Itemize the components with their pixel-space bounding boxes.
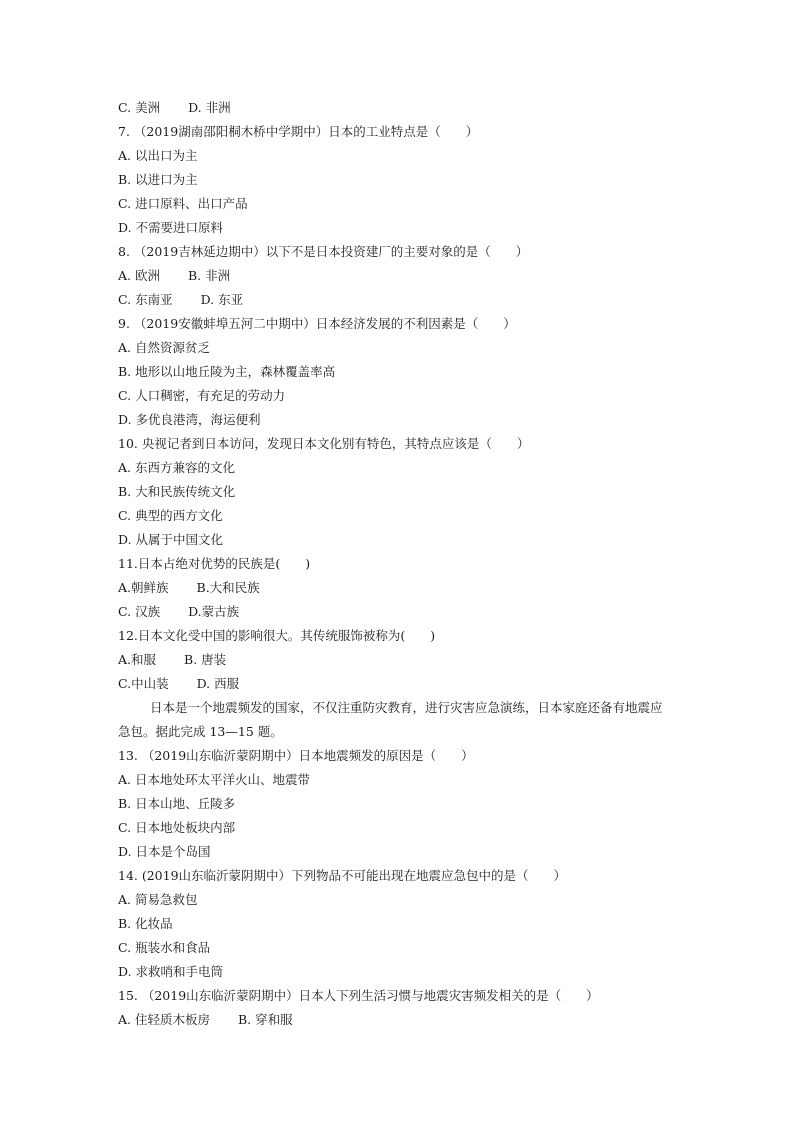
options-line [118,676,239,692]
option-d: D. 非洲 [188,100,231,115]
passage-paragraph: 日本是一个地震频发的国家，不仅注重防灾教育，进行灾害应急演练，日本家庭还备有地震应 [150,700,663,715]
option-a: A. 住轻质木板房 [118,1012,210,1027]
question-15: 15. （2019山东临沂蒙阴期中）日本人下列生活习惯与地震灾害频发相关的是（ ） [118,988,599,1003]
option-d: D. 多优良港湾，海运便利 [118,412,261,427]
option-b: B.大和民族 [196,580,260,595]
question-9: 9. （2019安徽蚌埠五河二中期中）日本经济发展的不利因素是（ ） [118,316,516,331]
option-a: A.朝鲜族 [118,580,169,595]
option-b: B. 唐装 [184,652,227,667]
question-12: 12.日本文化受中国的影响很大。其传统服饰被称为( ) [118,628,436,643]
question-10: 10. 央视记者到日本访问，发现日本文化别有特色，其特点应该是（ ） [118,436,530,451]
option-d: D. 西服 [196,676,240,691]
option-b: B. 地形以山地丘陵为主，森林覆盖率高 [118,364,336,379]
option-c: C. 进口原料、出口产品 [118,196,248,211]
option-a: A. 自然资源贫乏 [118,340,210,355]
option-b: B. 穿和服 [237,1012,293,1027]
option-d: D. 不需要进口原料 [118,220,224,235]
option-d: D. 日本是个岛国 [118,844,211,859]
option-a: A. 东西方兼容的文化 [118,460,235,475]
option-c: C.中山装 [118,676,169,691]
option-b: B. 非洲 [187,268,231,283]
option-b: B. 以进口为主 [118,172,198,187]
option-d: D. 求救哨和手电筒 [118,964,224,979]
question-14: 14. (2019山东临沂蒙阴期中）下列物品不可能出现在地震应急包中的是（ ） [118,868,567,883]
option-c: C. 东南亚 [118,292,173,307]
option-b: B. 日本山地、丘陵多 [118,796,236,811]
options-line [118,292,243,308]
option-a: A. 简易急救包 [118,892,198,907]
option-a: A. 日本地处环太平洋火山、地震带 [118,772,310,787]
option-c: C. 日本地处板块内部 [118,820,236,835]
option-c: C. 美洲 [118,100,161,115]
option-c: C. 瓶装水和食品 [118,940,211,955]
options-line [118,580,260,596]
question-7: 7. （2019湖南邵阳桐木桥中学期中）日本的工业特点是（ ） [118,124,479,139]
options-line [118,652,226,668]
option-d: D. 东亚 [200,292,244,307]
options-line [118,100,231,116]
option-c: C. 人口稠密，有充足的劳动力 [118,388,286,403]
option-a: A. 以出口为主 [118,148,198,163]
option-a: A. 欧洲 [118,268,160,283]
options-line [118,1012,293,1028]
question-13: 13. （2019山东临沂蒙阴期中）日本地震频发的原因是（ ） [118,748,474,763]
option-b: B. 化妆品 [118,916,173,931]
option-c: C. 汉族 [118,604,161,619]
option-c: C. 典型的西方文化 [118,508,223,523]
question-8: 8. （2019吉林延边期中）以下不是日本投资建厂的主要对象的是（ ） [118,244,529,259]
passage-paragraph: 急包。据此完成 13—15 题。 [118,724,283,739]
option-d: D.蒙古族 [188,604,240,619]
options-line [118,268,230,284]
options-line [118,604,239,620]
option-d: D. 从属于中国文化 [118,532,224,547]
question-11: 11.日本占绝对优势的民族是( ) [118,556,311,571]
option-a: A.和服 [118,652,157,667]
option-b: B. 大和民族传统文化 [118,484,236,499]
